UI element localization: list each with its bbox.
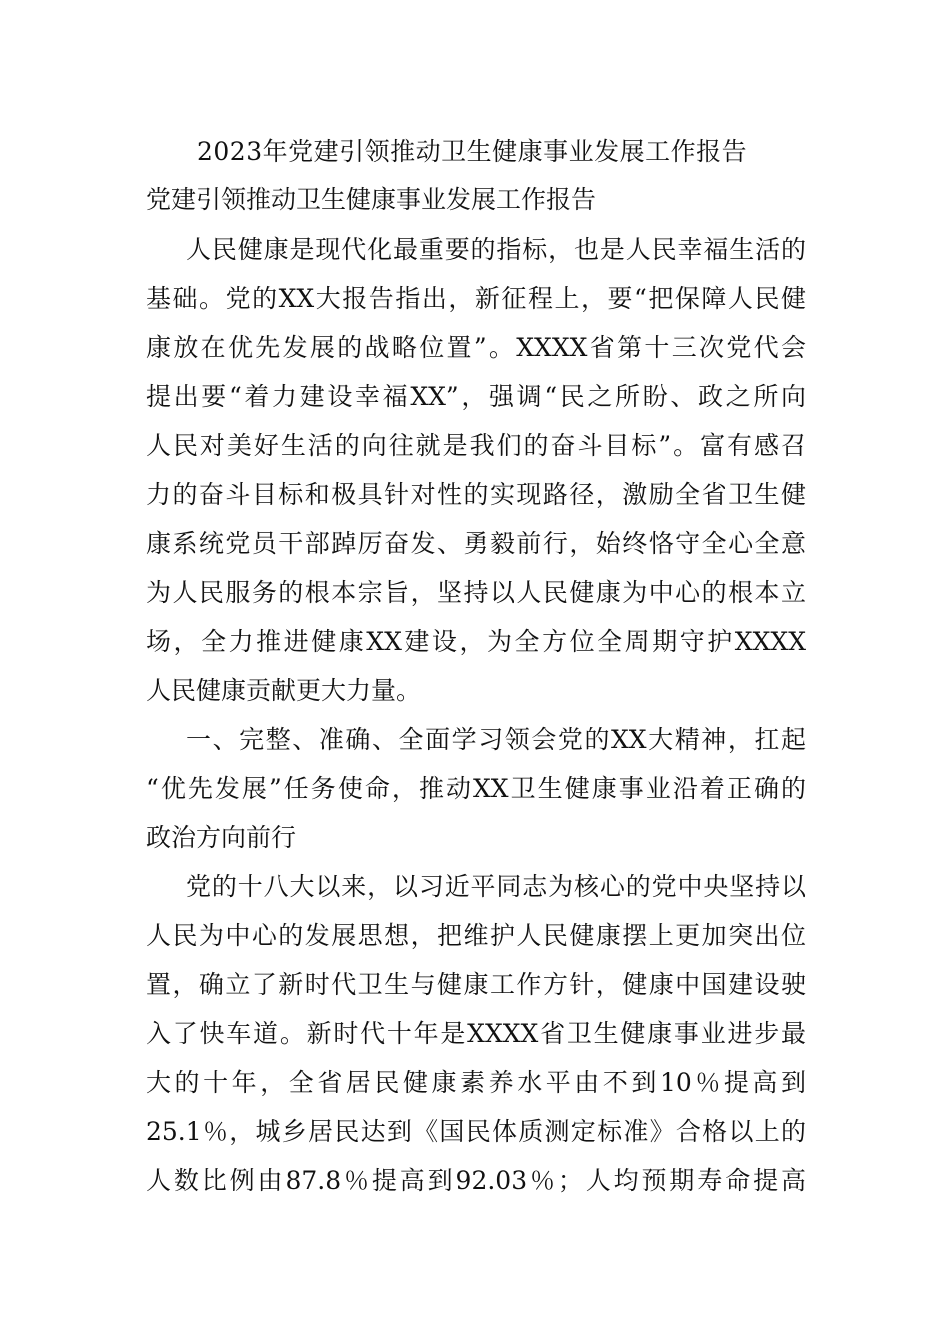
section-heading-line: “优先发展”任务使命，推动XX卫生健康事业沿着正确的 bbox=[146, 774, 806, 803]
document-subtitle: 党建引领推动卫生健康事业发展工作报告 bbox=[146, 185, 597, 214]
paragraph-line: 为人民服务的根本宗旨，坚持以人民健康为中心的根本立 bbox=[146, 578, 806, 607]
paragraph-line: 25.1％，城乡居民达到《国民体质测定标准》合格以上的 bbox=[146, 1117, 806, 1146]
paragraph-line: 大的十年，全省居民健康素养水平由不到10％提高到 bbox=[146, 1068, 806, 1097]
paragraph-line: 入了快车道。新时代十年是XXXX省卫生健康事业进步最 bbox=[146, 1019, 806, 1048]
section-heading-line: 政治方向前行 bbox=[146, 823, 297, 852]
document-title: 2023年党建引领推动卫生健康事业发展工作报告 bbox=[197, 137, 748, 166]
paragraph-line: 人民为中心的发展思想，把维护人民健康摆上更加突出位 bbox=[146, 921, 806, 950]
paragraph-line: 康放在优先发展的战略位置”。XXXX省第十三次党代会 bbox=[146, 333, 806, 362]
paragraph-line: 党的十八大以来，以习近平同志为核心的党中央坚持以 bbox=[186, 872, 806, 901]
paragraph-line: 置，确立了新时代卫生与健康工作方针，健康中国建设驶 bbox=[146, 970, 806, 999]
paragraph-line: 基础。党的XX大报告指出，新征程上，要“把保障人民健 bbox=[146, 284, 806, 313]
paragraph-line: 力的奋斗目标和极具针对性的实现路径，激励全省卫生健 bbox=[146, 480, 806, 509]
paragraph-line: 提出要“着力建设幸福XX”，强调“民之所盼、政之所向 bbox=[146, 382, 806, 411]
paragraph-line: 康系统党员干部踔厉奋发、勇毅前行，始终恪守全心全意 bbox=[146, 529, 806, 558]
section-heading-line: 一、完整、准确、全面学习领会党的XX大精神，扛起 bbox=[186, 725, 806, 754]
paragraph-line: 人数比例由87.8％提高到92.03％；人均预期寿命提高 bbox=[146, 1166, 806, 1195]
paragraph-line: 人民健康贡献更大力量。 bbox=[146, 676, 422, 705]
paragraph-line: 场，全力推进健康XX建设，为全方位全周期守护XXXX bbox=[146, 627, 806, 656]
paragraph-line: 人民对美好生活的向往就是我们的奋斗目标”。富有感召 bbox=[146, 431, 806, 460]
paragraph-line: 人民健康是现代化最重要的指标，也是人民幸福生活的 bbox=[186, 235, 806, 264]
